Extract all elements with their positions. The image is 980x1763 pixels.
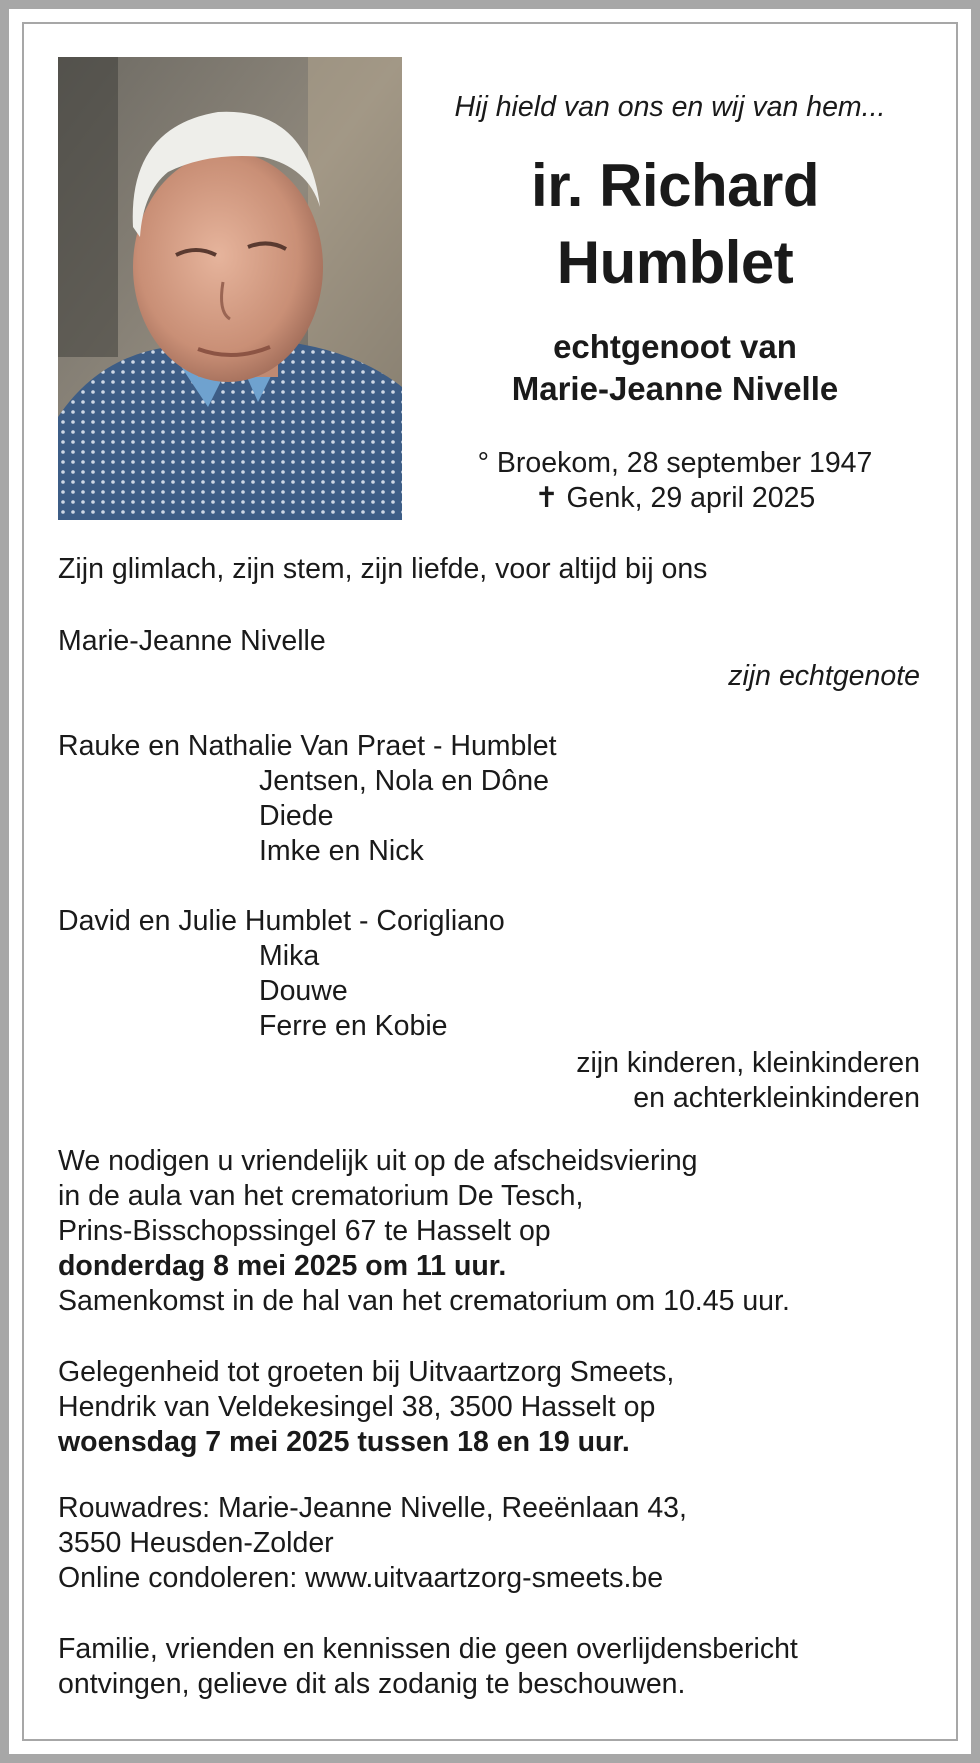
ceremony-line: in de aula van het crematorium De Tesch, bbox=[58, 1180, 584, 1212]
grandchildren-line: Douwe bbox=[259, 975, 348, 1007]
deceased-first-name: ir. Richard bbox=[531, 152, 819, 219]
spouse-role: zijn echtgenote bbox=[728, 660, 920, 692]
grandchildren-line: Diede bbox=[259, 800, 334, 832]
contact-website: Online condoleren: www.uitvaartzorg-smeets.be bbox=[58, 1562, 664, 1594]
portrait-photo bbox=[58, 57, 402, 520]
birth-date: ° Broekom, 28 september 1947 bbox=[477, 447, 873, 479]
tagline: Zijn glimlach, zijn stem, zijn liefde, voor altijd bij ons bbox=[58, 553, 708, 585]
visitation-line: Gelegenheid tot groeten bij Uitvaartzorg Smeets, bbox=[58, 1356, 675, 1388]
grandchildren-line: Ferre en Kobie bbox=[259, 1010, 448, 1042]
spouse-name: Marie-Jeanne Nivelle bbox=[511, 370, 839, 407]
family-role-line2: en achterkleinkinderen bbox=[633, 1082, 920, 1114]
grandchildren-line: Imke en Nick bbox=[259, 835, 424, 867]
children-group-1: Rauke en Nathalie Van Praet - Humblet bbox=[58, 730, 557, 762]
visitation-line: Hendrik van Veldekesingel 38, 3500 Hasselt op bbox=[58, 1391, 656, 1423]
ceremony-line: Samenkomst in de hal van het crematorium om 10.45 uur. bbox=[58, 1285, 790, 1317]
grandchildren-line: Jentsen, Nola en Dône bbox=[259, 765, 549, 797]
children-group-2: David en Julie Humblet - Corigliano bbox=[58, 905, 505, 937]
visitation-date: woensdag 7 mei 2025 tussen 18 en 19 uur. bbox=[58, 1426, 630, 1458]
closing-line: Familie, vrienden en kennissen die geen overlijdensbericht bbox=[58, 1633, 798, 1665]
closing-line: ontvingen, gelieve dit als zodanig te beschouwen. bbox=[58, 1668, 686, 1700]
deceased-last-name: Humblet bbox=[556, 229, 794, 296]
ceremony-line: We nodigen u vriendelijk uit op de afscheidsviering bbox=[58, 1145, 698, 1177]
family-role-line1: zijn kinderen, kleinkinderen bbox=[576, 1047, 920, 1079]
contact-line: Rouwadres: Marie-Jeanne Nivelle, Reeënlaan 43, bbox=[58, 1492, 687, 1524]
motto: Hij hield van ons en wij van hem... bbox=[454, 91, 886, 123]
grandchildren-line: Mika bbox=[259, 940, 320, 972]
ceremony-date: donderdag 8 mei 2025 om 11 uur. bbox=[58, 1250, 507, 1282]
death-date: ✝ Genk, 29 april 2025 bbox=[534, 482, 816, 514]
spouse-entry: Marie-Jeanne Nivelle bbox=[58, 625, 326, 657]
spouse-intro: echtgenoot van bbox=[553, 328, 797, 365]
ceremony-line: Prins-Bisschopssingel 67 te Hasselt op bbox=[58, 1215, 551, 1247]
contact-line: 3550 Heusden-Zolder bbox=[58, 1527, 334, 1559]
